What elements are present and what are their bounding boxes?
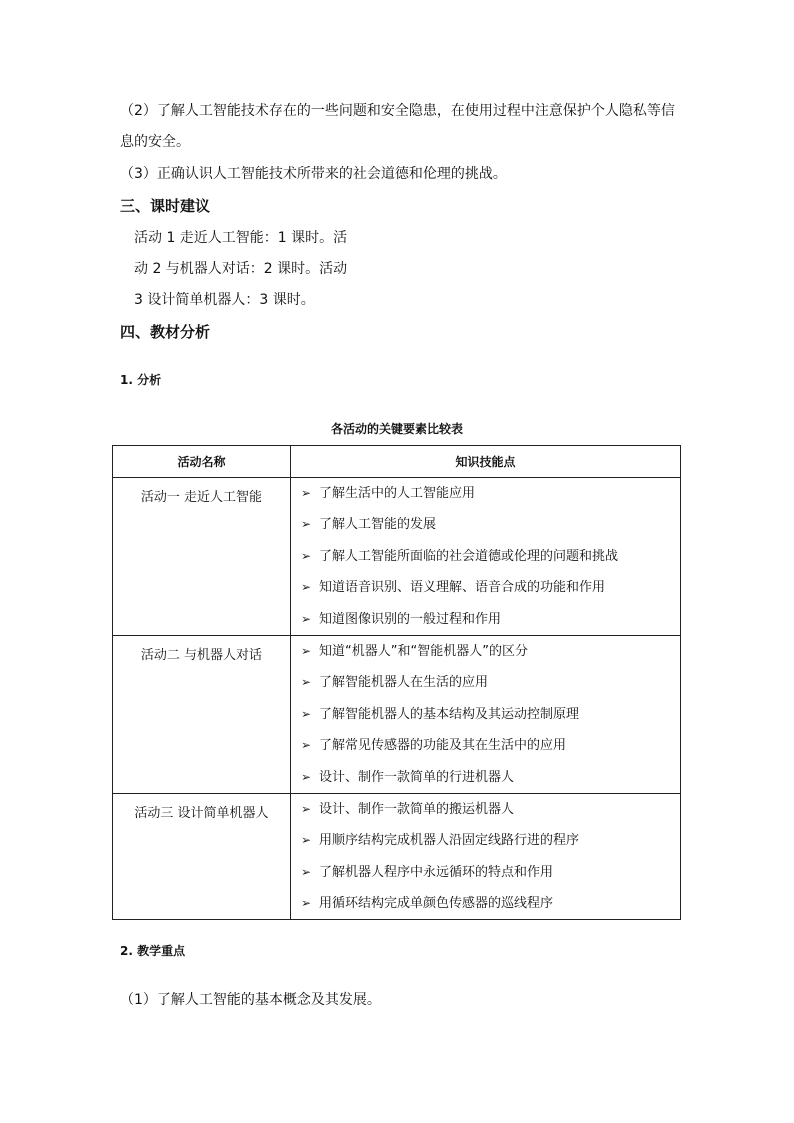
skill-points-cell [291,793,681,920]
subsection-analysis: 1. 分析 [120,373,162,387]
header-skill-points: 知识技能点 [291,446,681,478]
list-item: ➢ 设计、制作一款简单的搬运机器人 [291,794,680,825]
list-item: ➢ 了解常见传感器的功能及其在生活中的应用 [291,730,680,761]
list-item: ➢ 知道图像识别的一般过程和作用 [291,604,680,635]
list-item: ➢ 知道语音识别、语义理解、语音合成的功能和作用 [291,572,680,603]
activity-name: 活动三 设计简单机器人 [113,793,291,920]
skill-points-cell [291,635,681,793]
list-item: ➢ 设计、制作一款简单的行进机器人 [291,762,680,793]
arrow-bullet-icon: ➢ [301,675,312,690]
paragraph-2-line-2: 息的安全。 [120,134,190,150]
comparison-table [112,445,681,920]
arrow-bullet-icon: ➢ [301,896,312,911]
list-item: ➢ 了解人工智能所面临的社会道德或伦理的问题和挑战 [291,541,680,572]
teaching-focus-item-1: （1）了解人工智能的基本概念及其发展。 [120,992,381,1008]
table-row [113,635,681,793]
table-caption: 各活动的关键要素比较表 [330,422,463,436]
arrow-bullet-icon: ➢ [301,580,312,595]
arrow-bullet-icon: ➢ [301,548,312,563]
subsection-teaching-focus: 2. 教学重点 [120,944,186,958]
arrow-bullet-icon: ➢ [301,833,312,848]
schedule-line-1: 活动 1 走近人工智能：1 课时。活 [134,230,348,246]
schedule-line-2: 动 2 与机器人对话：2 课时。活动 [134,261,348,277]
arrow-bullet-icon: ➢ [301,517,312,532]
arrow-bullet-icon: ➢ [301,864,312,879]
section-3-title: 三、课时建议 [120,197,211,215]
list-item: ➢ 了解智能机器人在生活的应用 [291,667,680,698]
arrow-bullet-icon: ➢ [301,486,312,500]
activity-name: 活动二 与机器人对话 [113,635,291,793]
arrow-bullet-icon: ➢ [301,769,312,784]
table-header-row [113,446,681,478]
paragraph-3: （3）正确认识人工智能技术所带来的社会道德和伦理的挑战。 [120,166,507,182]
paragraph-2-line-1: （2）了解人工智能技术存在的一些问题和安全隐患，在使用过程中注意保护个人隐私等信 [120,103,675,119]
list-item: ➢ 知道“机器人”和“智能机器人”的区分 [291,636,680,667]
arrow-bullet-icon: ➢ [301,611,312,626]
arrow-bullet-icon: ➢ [301,643,312,658]
table-row [113,478,681,636]
list-item: ➢ 了解生活中的人工智能应用 [291,478,680,509]
header-activity-name: 活动名称 [113,446,291,478]
list-item: ➢ 用循环结构完成单颜色传感器的巡线程序 [291,888,680,919]
list-item: ➢ 用顺序结构完成机器人沿固定线路行进的程序 [291,825,680,856]
section-4-title: 四、教材分析 [120,323,211,341]
arrow-bullet-icon: ➢ [301,801,312,816]
list-item: ➢ 了解机器人程序中永远循环的特点和作用 [291,857,680,888]
schedule-line-3: 3 设计简单机器人：3 课时。 [134,292,315,308]
arrow-bullet-icon: ➢ [301,738,312,753]
table-row [113,793,681,920]
arrow-bullet-icon: ➢ [301,706,312,721]
activity-name: 活动一 走近人工智能 [113,478,291,636]
list-item: ➢ 了解智能机器人的基本结构及其运动控制原理 [291,699,680,730]
skill-points-cell [291,478,681,636]
list-item: ➢ 了解人工智能的发展 [291,509,680,540]
